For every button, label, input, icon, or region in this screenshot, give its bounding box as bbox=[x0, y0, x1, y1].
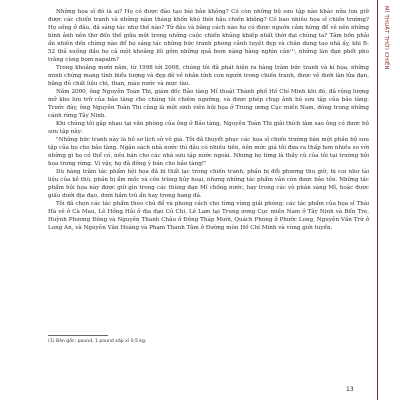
paragraph-quote: "Những bức tranh này là hồ sơ lịch sử vô giá. Tôi đã thuyết phục các họa sĩ chiến trường bán một phần bộ sưu tập của họ cho bảo tàng. Ngân sách nhà nước thì đâu có nhiều tiền, nên mức giá tôi đưa ra thấp hơn nhiều so với những gì họ có thể có, nếu bán cho các nhà sưu tập nước ngoài. Nhưng họ từng là thầy cũ của tôi tại trường hội họa trong rừng. Vì vậy, họ đã đồng ý bán cho bảo tàng!" bbox=[48, 137, 369, 167]
chapter-title: MĨ THUẬT THỜI CHIẾN bbox=[383, 6, 389, 70]
paragraph-questions: Những họa sĩ đó là ai? Họ có được đào tạo bài bản không? Có còn những bộ sưu tập nào khác nữa lưu giữ được các chiến tranh và những năm tháng khốn khó thời hậu chiến không? Có bao nhiêu họa sĩ chiến trường? Họ sống ở đâu, đã sáng tác như thế nào? Từ đâu và bằng cách nào họ có được nguồn cảm hứng để vẽ nên những hình ảnh nên thơ đến thế giữa một trong những cuộc chiến khủng khiếp nhất thời đại chúng ta? Tâm hồn phải ẩn nhiên đến chừng nào để họ sáng tác những bức tranh phong cảnh tuyệt đẹp và chân dung tao nhã ấy, khi B-52 thả xuống đầu họ cả một khoảng lối gồm những quả bom nặng hàng nghìn cân⁽¹⁾, những làn đạn phốt pho trắng cùng bom napalm? bbox=[48, 9, 369, 63]
sidebar-divider bbox=[377, 0, 378, 400]
main-text bbox=[48, 8, 369, 232]
paragraph-selection: Tôi đã chọn các tác phẩm theo chủ đề và phong cách cho từng vùng giải phóng: các tác phẩm của họa sĩ Thái Hà vẽ ở Cà Mau, Lê Hồng Hải ở địa đạo Củ Chi, Lê Lam tại Trung ương Cục miền Nam ở Tây Ninh và Bến Tre, Huỳnh Phương Đông và Nguyễn Thanh Châu ở Đồng Tháp Mười, Quách Phong ở Phước Long, Nguyễn Văn Trừ ở Long An, và Nguyễn Văn Hoàng và Phạm Thanh Tâm ở Đường mòn Hồ Chí Minh và vùng giới tuyến. bbox=[48, 201, 369, 231]
page-number: 13 bbox=[346, 386, 354, 393]
paragraph-museum: Năm 2000, ông Nguyễn Toàn Thi, giám đốc Bảo tàng Mĩ thuật Thành phố Hồ Chí Minh khi đó, đã rộng lượng mở kho lưu trữ của bảo tàng cho chúng tôi chiêm ngưỡng, và được phép chụp ảnh bộ sưu tập của bảo tàng. Trước đây, ông Nguyễn Toàn Thi cũng là một sinh viên hội họa ở Trung ương Cục miền Nam, đóng trong những cánh rừng Tây Ninh. bbox=[48, 89, 369, 119]
paragraph-preservation: Dù hàng trăm tác phẩm hội họa đã bị thất lạc trong chiến tranh, phần bị đổi phương thu giữ, bị coi như tài liệu của kẻ thù, phần bị ẩm mốc và côn trùng hủy hoại, nhưng những tác phẩm vẫn còn được bảo tồn. Những tác phẩm hội họa này được giữ gìn trong các thùng đạn Mĩ chống nước, hay trong các vò phân sàng Mĩ, hoặc được giấu dưới địa đạo, dưới hầm trú ẩn hay trong hang đá. bbox=[48, 169, 369, 199]
paragraph-meeting: Khi chúng tôi gặp nhau tại văn phòng của ông ở Bảo tàng, Nguyễn Toàn Thi giải thích lâm sao ông có được bộ sưu tập này: bbox=[48, 121, 369, 135]
footnote: (1) Bản gốc: pound, 1 pound xấp xỉ 0,5 kg. bbox=[48, 339, 147, 344]
footnote-divider bbox=[48, 335, 108, 336]
chapter-sidebar bbox=[373, 0, 400, 400]
paragraph-discovery: Trong khoảng mười năm, từ 1998 tới 2008, chúng tôi đã phát hiện ra hàng trăm bức tranh và kí họa, những minh chứng mang tính biểu tượng và đẹp đẽ về nhân tính con người trong chiến tranh, được vẽ dưới làn lửa đạn, bằng đủ chất liệu chì, than, màu nước và mực tàu. bbox=[48, 65, 369, 87]
